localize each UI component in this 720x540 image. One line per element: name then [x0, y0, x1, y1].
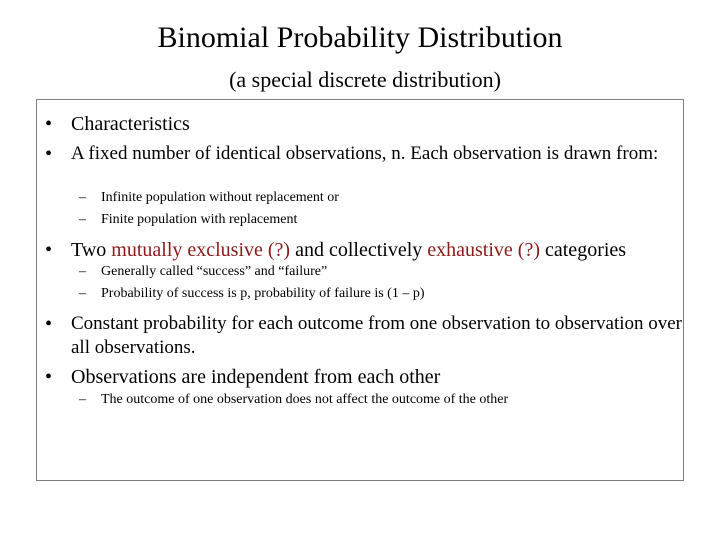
- bullet-fixed-observations: [45, 142, 685, 190]
- dash-icon: –: [79, 286, 86, 301]
- subbullet-text: Infinite population without replacement or: [101, 190, 339, 205]
- bullet-constant-probability: [45, 312, 685, 360]
- subbullet-text: The outcome of one observation does not affect the outcome of the other: [101, 392, 509, 407]
- subbullet-success-failure: [79, 263, 639, 281]
- subbullet-text: Probability of success is p, probability of failure is (1 – p): [101, 286, 425, 301]
- subbullet-probability-p: [79, 285, 639, 303]
- subbullet-text: Finite population with replacement: [101, 212, 298, 227]
- bullet-icon: •: [45, 239, 53, 261]
- text-two: Two: [71, 239, 112, 261]
- bullet-icon: •: [45, 143, 53, 165]
- bullet-text: A fixed number of identical observations, n. Each observation is drawn from:: [71, 143, 659, 164]
- slide-title: Binomial Probability Distribution: [157, 21, 563, 54]
- dash-icon: –: [79, 264, 86, 279]
- dash-icon: –: [79, 392, 86, 407]
- bullet-characteristics: [45, 112, 685, 136]
- subbullet-infinite-population: [79, 189, 639, 207]
- highlight-mutually-exclusive: mutually exclusive (?): [111, 239, 291, 261]
- text-categories: categories: [540, 239, 627, 261]
- bullet-icon: •: [45, 113, 53, 135]
- bullet-icon: •: [45, 366, 53, 388]
- slide-subtitle: (a special discrete distribution): [229, 67, 501, 92]
- text-and-collectively: and collectively: [290, 239, 428, 261]
- bullet-text: Constant probability for each outcome from one observation to observation over all observations.: [71, 313, 683, 358]
- subbullet-outcome-independence: [79, 391, 639, 409]
- bullet-text: Characteristics: [71, 113, 190, 135]
- subbullet-finite-population: [79, 211, 639, 229]
- dash-icon: –: [79, 190, 86, 205]
- dash-icon: –: [79, 212, 86, 227]
- bullet-icon: •: [45, 313, 53, 335]
- bullet-text: Observations are independent from each other: [71, 366, 441, 388]
- bullet-independent: [45, 365, 685, 389]
- bullet-two-categories: [45, 238, 685, 262]
- highlight-exhaustive: exhaustive (?): [427, 239, 540, 261]
- bullet-text: [71, 238, 691, 262]
- subbullet-text: Generally called “success” and “failure”: [101, 264, 328, 279]
- content-box: [36, 99, 684, 481]
